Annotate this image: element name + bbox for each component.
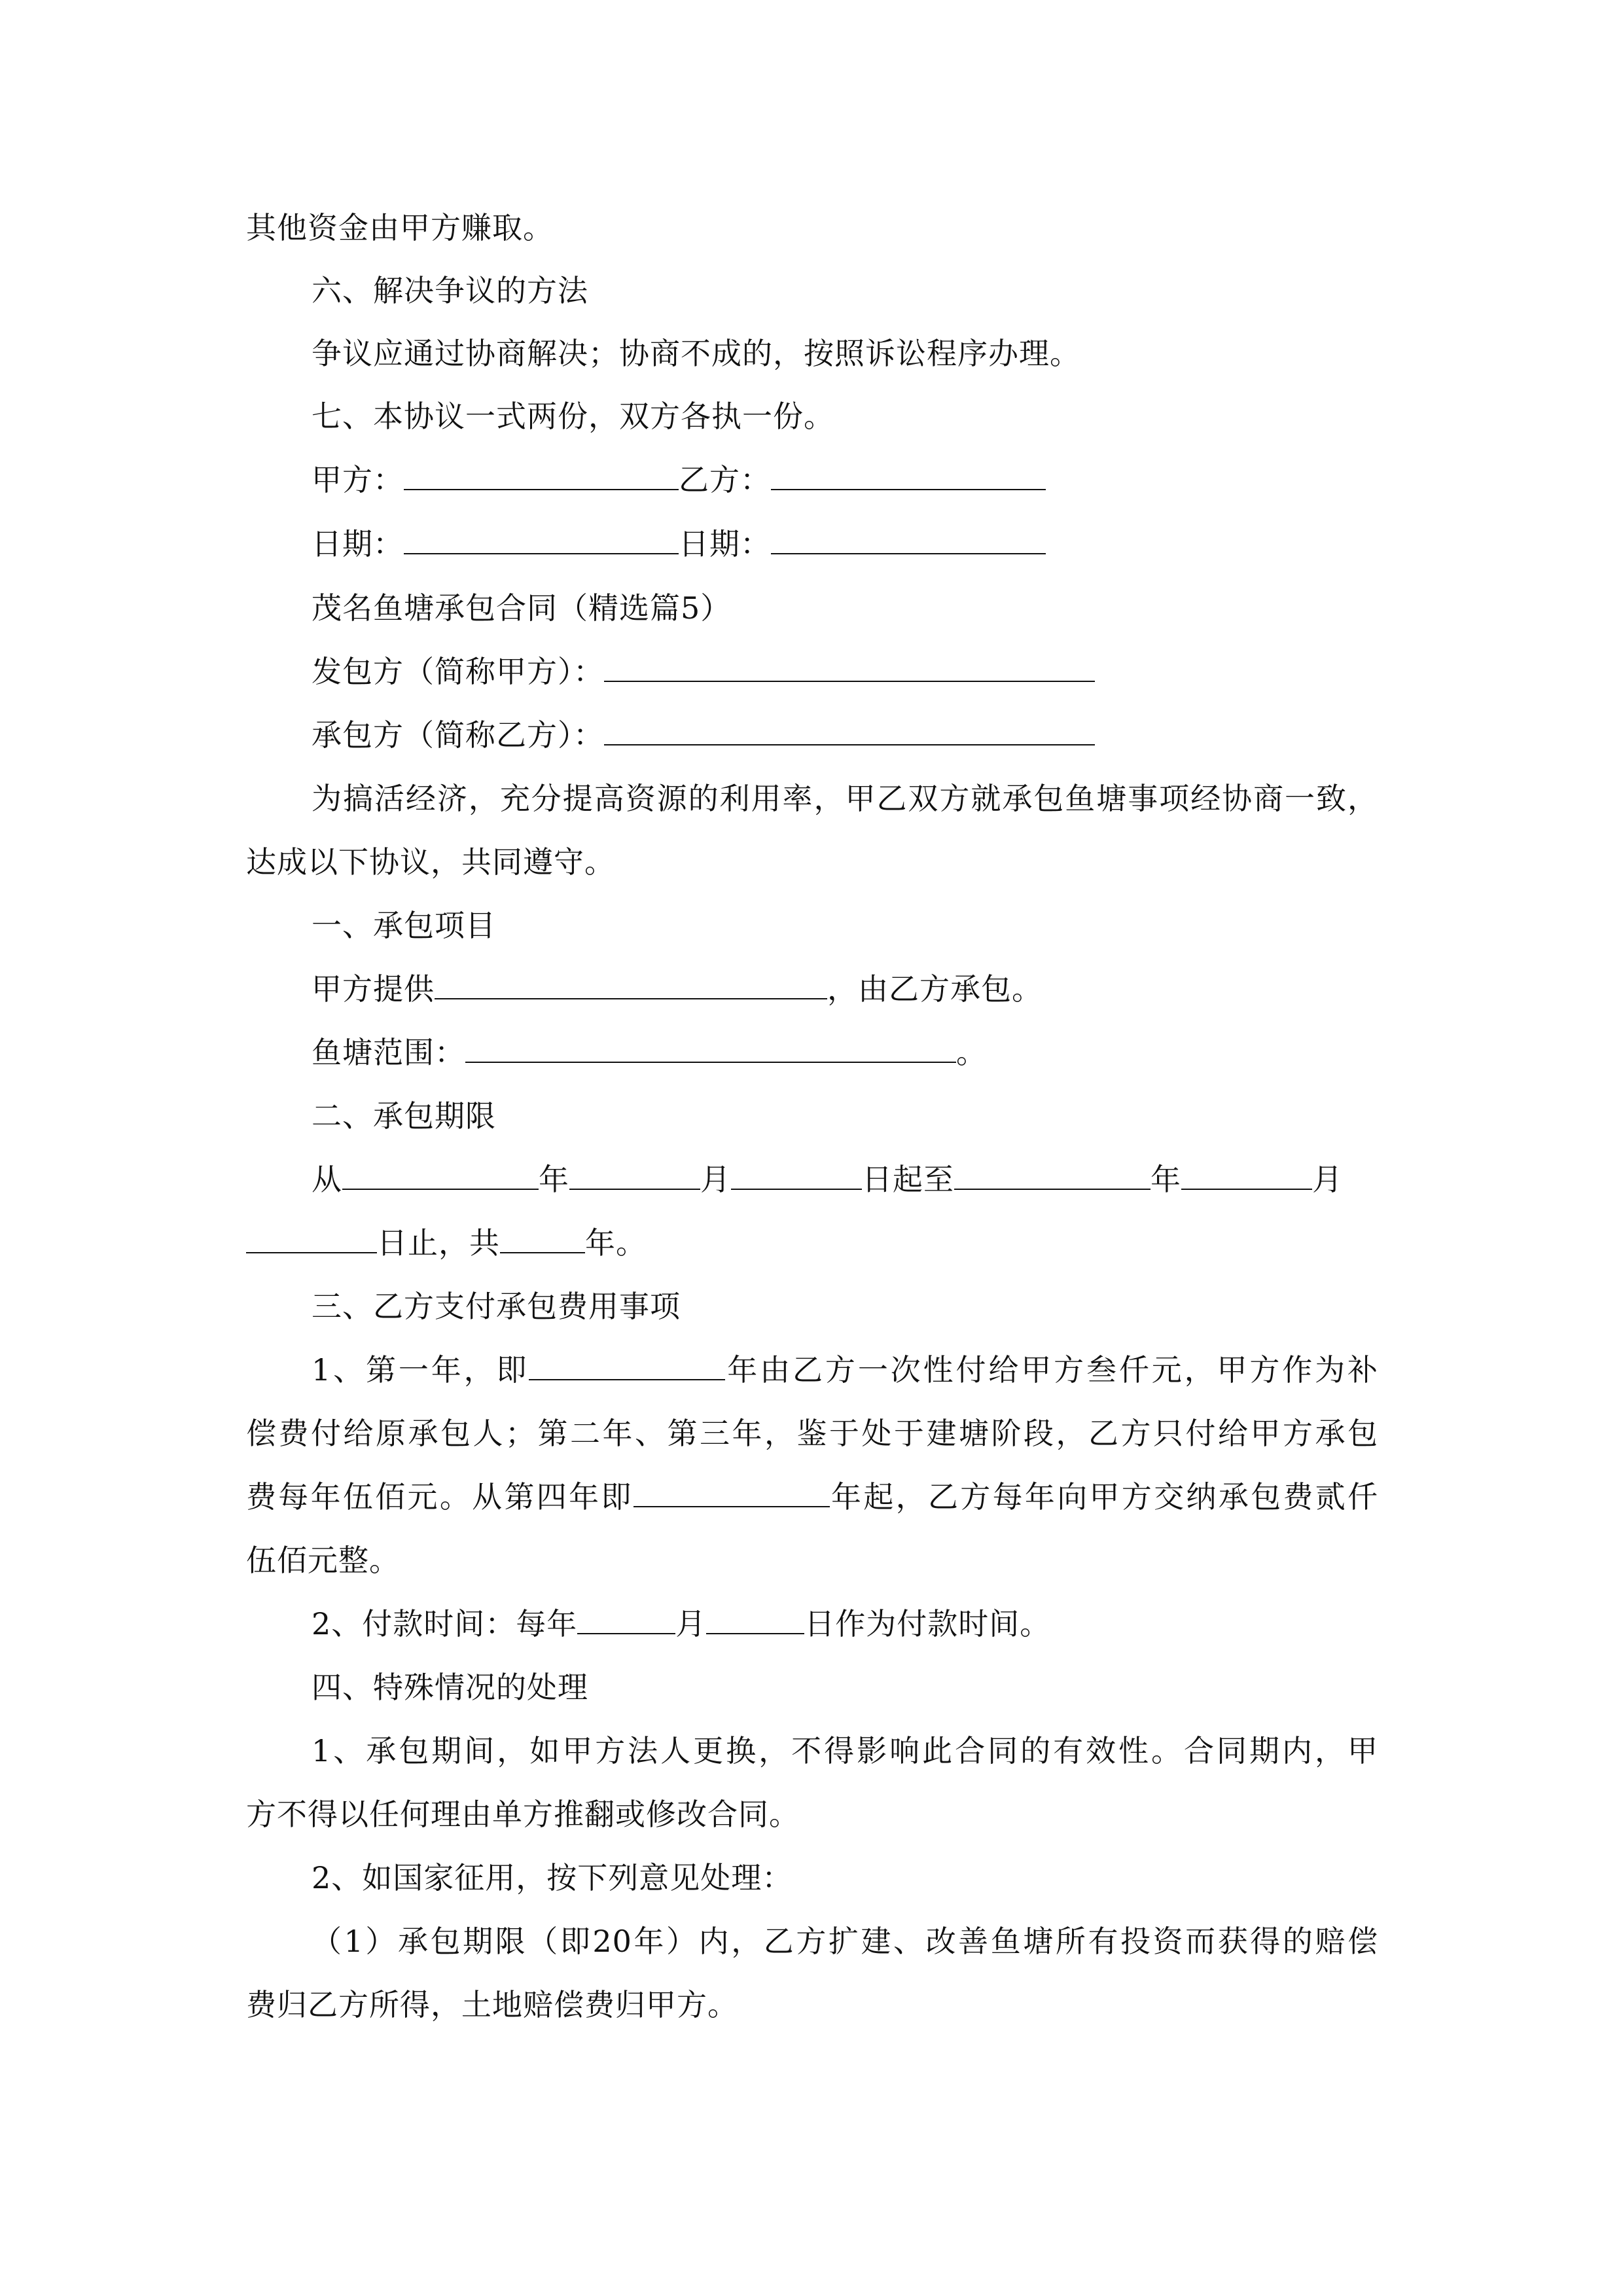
fee-line-3	[246, 1477, 1378, 1516]
term-year-1: 年	[539, 1162, 569, 1197]
fee-fourth-year: 费每年伍佰元。从第四年即	[246, 1479, 633, 1515]
special-line-5: 费归乙方所得，土地赔偿费归甲方。	[246, 1987, 738, 2022]
contractor-label: 承包方（简称乙方）：	[312, 717, 604, 753]
payment-day-blank[interactable]	[706, 1605, 804, 1634]
start-day-blank[interactable]	[731, 1161, 862, 1190]
contract-title: 茂名鱼塘承包合同（精选篇5）	[312, 590, 732, 626]
pond-scope-blank[interactable]	[465, 1034, 956, 1063]
payment-month-blank[interactable]	[577, 1605, 675, 1634]
end-day-blank[interactable]	[246, 1225, 377, 1253]
project-suffix: ，由乙方承包。	[827, 971, 1043, 1007]
date-b-label: 日期：	[679, 526, 771, 562]
term-line-2	[246, 1223, 1378, 1263]
signature-line-dates	[312, 524, 1378, 564]
fee-line-2: 偿费付给原承包人；第二年、第三年，鉴于处于建塘阶段，乙方只付给甲方承包	[246, 1416, 1378, 1451]
party-b-label: 乙方：	[679, 462, 771, 497]
term-from: 从	[312, 1162, 342, 1197]
section-heading-4: 四、特殊情况的处理	[312, 1670, 588, 1705]
section-heading-3: 三、乙方支付承包费用事项	[312, 1289, 681, 1324]
section-heading-6: 六、解决争议的方法	[312, 273, 588, 308]
term-year-2: 年	[1150, 1162, 1181, 1197]
project-line	[312, 969, 1378, 1009]
pond-scope-line	[312, 1033, 1378, 1072]
preamble-line-1: 为搞活经济，充分提高资源的利用率，甲乙双方就承包鱼塘事项经协商一致，	[312, 781, 1378, 816]
term-month-2: 月	[1312, 1162, 1343, 1197]
pond-scope-label: 鱼塘范围：	[312, 1035, 465, 1070]
text-line-1: 其他资金由甲方赚取。	[246, 210, 554, 245]
fourth-year-blank[interactable]	[633, 1479, 830, 1507]
special-line-1: 1、承包期间，如甲方法人更换，不得影响此合同的有效性。合同期内，甲	[312, 1733, 1378, 1768]
first-year-blank[interactable]	[529, 1352, 725, 1380]
pond-scope-suffix: 。	[956, 1035, 987, 1070]
payment-time-line	[312, 1604, 1378, 1643]
term-end: 日止，共	[377, 1225, 500, 1261]
term-month-1: 月	[700, 1162, 731, 1197]
end-year-blank[interactable]	[954, 1161, 1150, 1190]
date-b-blank[interactable]	[771, 526, 1046, 554]
total-years-blank[interactable]	[500, 1225, 585, 1253]
fee-fourth-year-rest: 年起，乙方每年向甲方交纳承包费贰仟	[829, 1479, 1379, 1515]
party-a-blank[interactable]	[404, 461, 679, 490]
fee-line-4: 伍佰元整。	[246, 1543, 400, 1578]
fee-first-year: 1、第一年，即	[312, 1352, 529, 1388]
issuer-blank[interactable]	[604, 653, 1095, 682]
special-line-3: 2、如国家征用，按下列意见处理：	[312, 1860, 793, 1895]
contractor-blank[interactable]	[604, 717, 1095, 745]
term-years: 年。	[585, 1225, 647, 1261]
issuer-label: 发包方（简称甲方）：	[312, 654, 604, 689]
payment-label: 2、付款时间：每年	[312, 1606, 578, 1641]
party-a-label: 甲方：	[312, 462, 404, 497]
contractor-line	[312, 715, 1378, 755]
preamble-line-2: 达成以下协议，共同遵守。	[246, 844, 615, 880]
term-line-1	[312, 1160, 1378, 1199]
section-heading-7: 七、本协议一式两份，双方各执一份。	[312, 399, 834, 434]
special-line-4: （1）承包期限（即20年）内，乙方扩建、改善鱼塘所有投资而获得的赔偿	[312, 1924, 1378, 1959]
payment-day: 日作为付款时间。	[804, 1606, 1051, 1641]
date-a-blank[interactable]	[404, 526, 679, 554]
end-month-blank[interactable]	[1181, 1161, 1312, 1190]
text-line-dispute: 争议应通过协商解决；协商不成的，按照诉讼程序办理。	[312, 336, 1080, 371]
special-line-2: 方不得以任何理由单方推翻或修改合同。	[246, 1797, 800, 1832]
fee-line-1	[312, 1350, 1378, 1390]
start-year-blank[interactable]	[342, 1161, 539, 1190]
fee-first-year-rest: 年由乙方一次性付给甲方叁仟元，甲方作为补	[725, 1352, 1378, 1388]
term-to: 日起至	[862, 1162, 954, 1197]
party-b-blank[interactable]	[771, 461, 1046, 490]
section-heading-2: 二、承包期限	[312, 1098, 496, 1134]
start-month-blank[interactable]	[569, 1161, 700, 1190]
section-heading-1: 一、承包项目	[312, 908, 496, 943]
issuer-line	[312, 652, 1378, 691]
project-blank[interactable]	[435, 971, 827, 999]
project-label: 甲方提供	[312, 971, 435, 1007]
payment-month: 月	[675, 1606, 707, 1641]
signature-line-parties	[312, 460, 1378, 499]
date-a-label: 日期：	[312, 526, 404, 562]
